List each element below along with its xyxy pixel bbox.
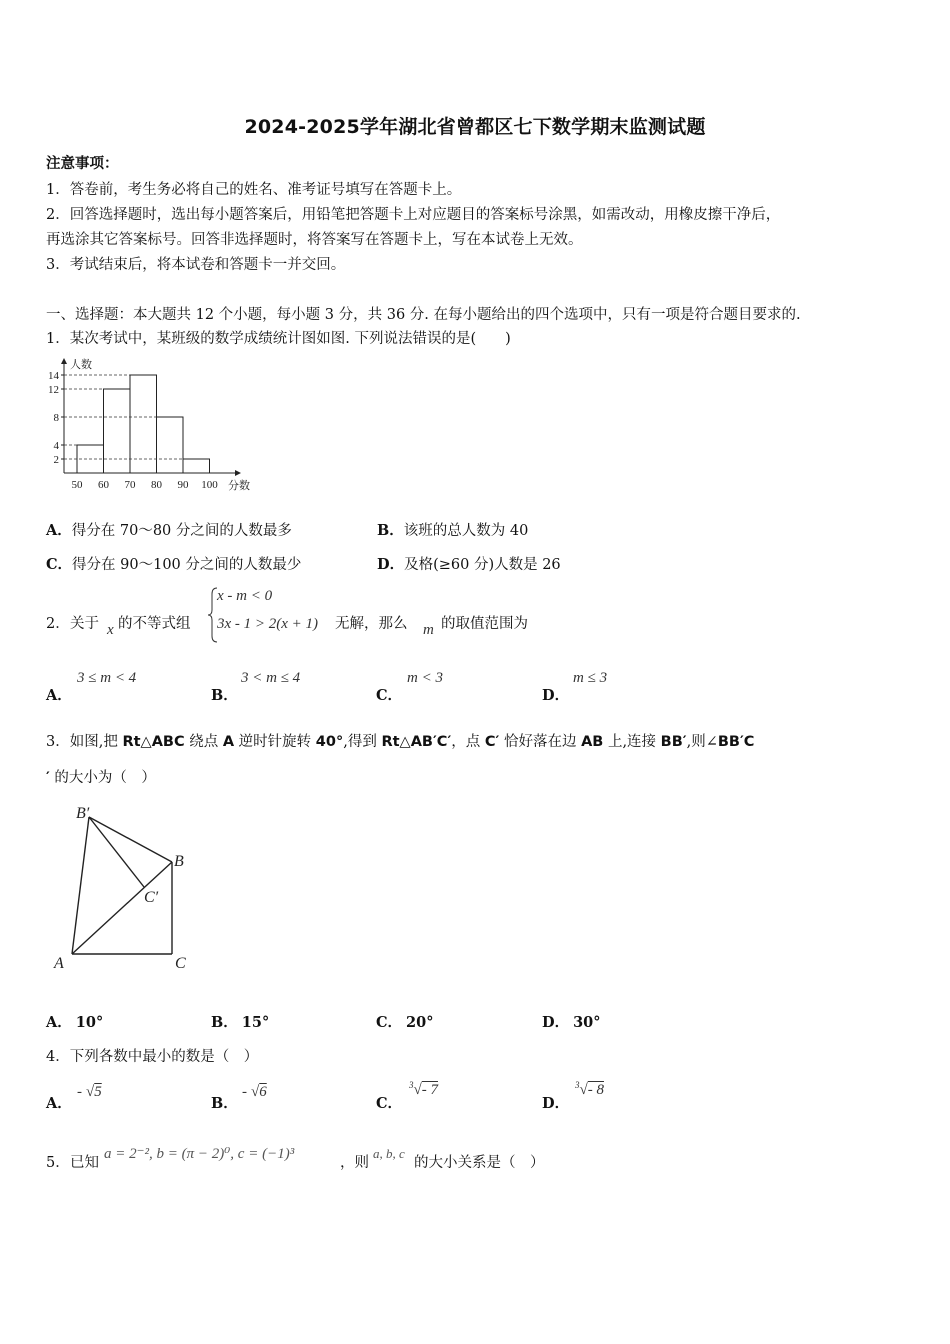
x-tick-label: 100 bbox=[201, 479, 218, 491]
q3-option-a[interactable]: 10° bbox=[75, 1014, 104, 1031]
q1-option-d[interactable]: 及格(≥60 分)人数是 26 bbox=[404, 557, 561, 573]
segment-AB1 bbox=[72, 817, 89, 954]
q2-num: 2． bbox=[46, 616, 70, 632]
q4-option-b-letter[interactable]: B． bbox=[211, 1095, 238, 1112]
q2-option-c[interactable]: m < 3 bbox=[407, 670, 443, 686]
q3-option-a-letter[interactable]: A． bbox=[46, 1014, 72, 1031]
bar-60-70 bbox=[104, 389, 131, 473]
y-tick-label: 2 bbox=[53, 454, 59, 466]
q3-option-b[interactable]: 15° bbox=[241, 1014, 270, 1031]
section-heading: 一、选择题：本大题共 12 个小题，每小题 3 分，共 36 分. 在每小题给出的四个选项中，只有一项是符合题目要求的. bbox=[46, 307, 801, 323]
x-tick-label: 90 bbox=[177, 479, 189, 491]
x-tick-label: 80 bbox=[151, 479, 162, 491]
q1-option-b[interactable]: 该班的总人数为 40 bbox=[403, 523, 529, 539]
q2-ineq-2: 3x - 1 > 2(x + 1) bbox=[217, 616, 319, 632]
q1-option-d-letter[interactable]: D． bbox=[377, 556, 405, 573]
q1-histogram bbox=[40, 350, 270, 500]
y-tick-label: 4 bbox=[53, 440, 59, 452]
notice-item: 3．考试结束后，将本试卷和答题卡一并交回。 bbox=[46, 257, 346, 273]
q4-option-d[interactable]: $^3$√- 8 bbox=[575, 1080, 604, 1098]
notice-item: 2．回答选择题时，选出每小题答案后，用铅笔把答题卡上对应题目的答案标号涂黑，如需改动，用橡皮擦干净后， bbox=[46, 207, 781, 223]
q2-post: 无解，那么 bbox=[335, 616, 408, 632]
y-tick-label: 8 bbox=[53, 412, 59, 424]
q5-expression: a = 2⁻², b = (π − 2)⁰, c = (−1)³ bbox=[104, 1146, 295, 1162]
x-axis-label: 分数 bbox=[228, 480, 250, 492]
q3-option-d[interactable]: 30° bbox=[573, 1014, 601, 1031]
segment-BB1 bbox=[89, 817, 172, 862]
histogram-plot bbox=[48, 358, 241, 491]
x-axis-arrow-icon bbox=[235, 470, 241, 476]
q4-option-b[interactable]: - √6 bbox=[242, 1084, 267, 1100]
q4-option-c[interactable]: $^3$√- 7 bbox=[409, 1080, 438, 1098]
q1-option-c-letter[interactable]: C． bbox=[46, 556, 73, 573]
q2-var-x: x bbox=[107, 622, 114, 638]
q5-num: 5． bbox=[46, 1155, 70, 1171]
q1-option-a-letter[interactable]: A． bbox=[46, 522, 72, 539]
y-axis-label: 人数 bbox=[70, 359, 92, 371]
q2-var-m: m bbox=[423, 622, 434, 638]
q4-option-a-letter[interactable]: A． bbox=[46, 1095, 72, 1112]
q2-option-d[interactable]: m ≤ 3 bbox=[573, 670, 608, 686]
page-title: 2024-2025学年湖北省曾都区七下数学期末监测试题 bbox=[244, 116, 706, 138]
bar-80-90 bbox=[157, 417, 184, 473]
x-tick-label: 50 bbox=[71, 479, 83, 491]
q2-mid: 的不等式组 bbox=[118, 616, 191, 632]
label-C1: C′ bbox=[144, 889, 159, 906]
q1-option-b-letter[interactable]: B． bbox=[377, 522, 404, 539]
label-B: B bbox=[174, 853, 184, 870]
q5-mid: ，则 bbox=[340, 1155, 369, 1171]
y-tick-label: 12 bbox=[48, 384, 59, 396]
q4-stem: 4．下列各数中最小的数是（ ） bbox=[46, 1049, 259, 1065]
q2-option-b[interactable]: 3 < m ≤ 4 bbox=[241, 670, 301, 686]
q3-option-b-letter[interactable]: B． bbox=[211, 1014, 238, 1031]
q4-option-c-letter[interactable]: C． bbox=[376, 1095, 403, 1112]
y-tick-label: 14 bbox=[48, 370, 59, 382]
q2-option-a[interactable]: 3 ≤ m < 4 bbox=[77, 670, 137, 686]
segment-AB bbox=[72, 862, 172, 954]
notice-item: 1．答卷前，考生务必将自己的姓名、准考证号填写在答题卡上。 bbox=[46, 182, 462, 198]
q5-vars: a, b, c bbox=[373, 1146, 405, 1161]
q2-ineq-1: x - m < 0 bbox=[217, 588, 273, 604]
q3-line-1: 3．如图,把 Rt△ABC 绕点 A 逆时针旋转 40°,得到 Rt△AB′C′，点 C′ 恰好落在边 AB 上,连接 BB′,则∠BB′C bbox=[46, 734, 755, 750]
q2-option-b-letter[interactable]: B． bbox=[211, 687, 238, 704]
q1-stem: 1．某次考试中，某班级的数学成绩统计图如图. 下列说法错误的是( ) bbox=[46, 331, 511, 347]
q3-figure bbox=[48, 798, 198, 978]
segment-B1C1 bbox=[89, 817, 144, 887]
q3-line-2: ′ 的大小为（ ） bbox=[46, 770, 156, 786]
bar-70-80 bbox=[130, 375, 157, 473]
bar-90-100 bbox=[183, 459, 210, 473]
q2-pre: 关于 bbox=[70, 616, 99, 632]
q4-option-d-letter[interactable]: D． bbox=[542, 1095, 570, 1112]
x-tick-label: 70 bbox=[124, 479, 136, 491]
q5-post: 的大小关系是（ ） bbox=[414, 1155, 545, 1171]
q3-option-d-letter[interactable]: D． bbox=[542, 1014, 570, 1031]
q2-option-c-letter[interactable]: C． bbox=[376, 687, 403, 704]
q2-option-d-letter[interactable]: D． bbox=[542, 687, 570, 704]
label-C: C bbox=[175, 955, 186, 972]
q2-end: 的取值范围为 bbox=[441, 616, 528, 632]
label-B1: B′ bbox=[76, 805, 90, 822]
q3-option-c[interactable]: 20° bbox=[406, 1014, 434, 1031]
q2-option-a-letter[interactable]: A． bbox=[46, 687, 72, 704]
q3-option-c-letter[interactable]: C． bbox=[376, 1014, 403, 1031]
notice-heading: 注意事项： bbox=[46, 155, 119, 172]
q5-pre: 已知 bbox=[70, 1155, 99, 1171]
q4-option-a[interactable]: - √5 bbox=[77, 1084, 102, 1100]
label-A: A bbox=[54, 955, 64, 972]
x-tick-label: 60 bbox=[98, 479, 109, 491]
q1-option-c[interactable]: 得分在 90～100 分之间的人数最少 bbox=[72, 557, 302, 573]
notice-item: 再选涂其它答案标号。回答非选择题时，将答案写在答题卡上，写在本试卷上无效。 bbox=[46, 232, 583, 248]
q1-option-a[interactable]: 得分在 70～80 分之间的人数最多 bbox=[71, 523, 292, 539]
y-axis-arrow-icon bbox=[61, 358, 67, 364]
